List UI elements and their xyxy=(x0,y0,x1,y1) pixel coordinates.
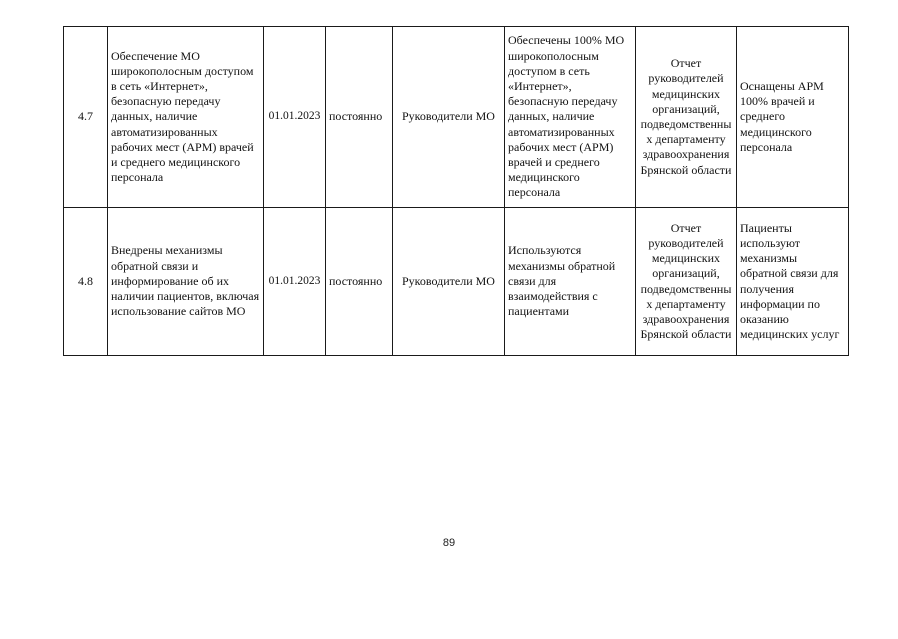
row-number-cell: 4.7 xyxy=(64,27,108,208)
event-cell: Внедрены механизмы обратной связи и информирование об их наличии пациентов, включая использование сайтов МО xyxy=(108,208,264,356)
expected-result-cell: Обеспечены 100% МО широкополосным доступом в сеть «Интернет», безопасную передачу данных, наличие автоматизированных рабочих мест (АРМ) врачей и среднего медицинского персонала xyxy=(505,27,636,208)
report-form-cell: Отчет руководителей медицинских организаций, подведомственных департаменту здравоохранения Брянской области xyxy=(636,208,737,356)
report-form-cell: Отчет руководителей медицинских организаций, подведомственных департаменту здравоохранения Брянской области xyxy=(636,27,737,208)
table-row xyxy=(64,208,849,356)
term-cell: постоянно xyxy=(326,208,393,356)
indicator-cell: Пациенты используют механизмы обратной связи для получения информации по оказанию медицинских услуг xyxy=(737,208,849,356)
indicator-cell: Оснащены АРМ 100% врачей и среднего медицинского персонала xyxy=(737,27,849,208)
term-cell: постоянно xyxy=(326,27,393,208)
table-row xyxy=(64,27,849,208)
responsible-cell: Руководители МО xyxy=(393,208,505,356)
action-plan-table xyxy=(63,26,849,356)
row-number-cell: 4.8 xyxy=(64,208,108,356)
expected-result-cell: Используются механизмы обратной связи для взаимодействия с пациентами xyxy=(505,208,636,356)
page-number: 89 xyxy=(442,537,456,549)
responsible-cell: Руководители МО xyxy=(393,27,505,208)
event-cell: Обеспечение МО широкополосным доступом в сеть «Интернет», безопасную передачу данных, наличие автоматизированных рабочих мест (АРМ) врачей и среднего медицинского персонала xyxy=(108,27,264,208)
start-date-cell: 01.01.2023 xyxy=(264,27,326,208)
start-date-cell: 01.01.2023 xyxy=(264,208,326,356)
